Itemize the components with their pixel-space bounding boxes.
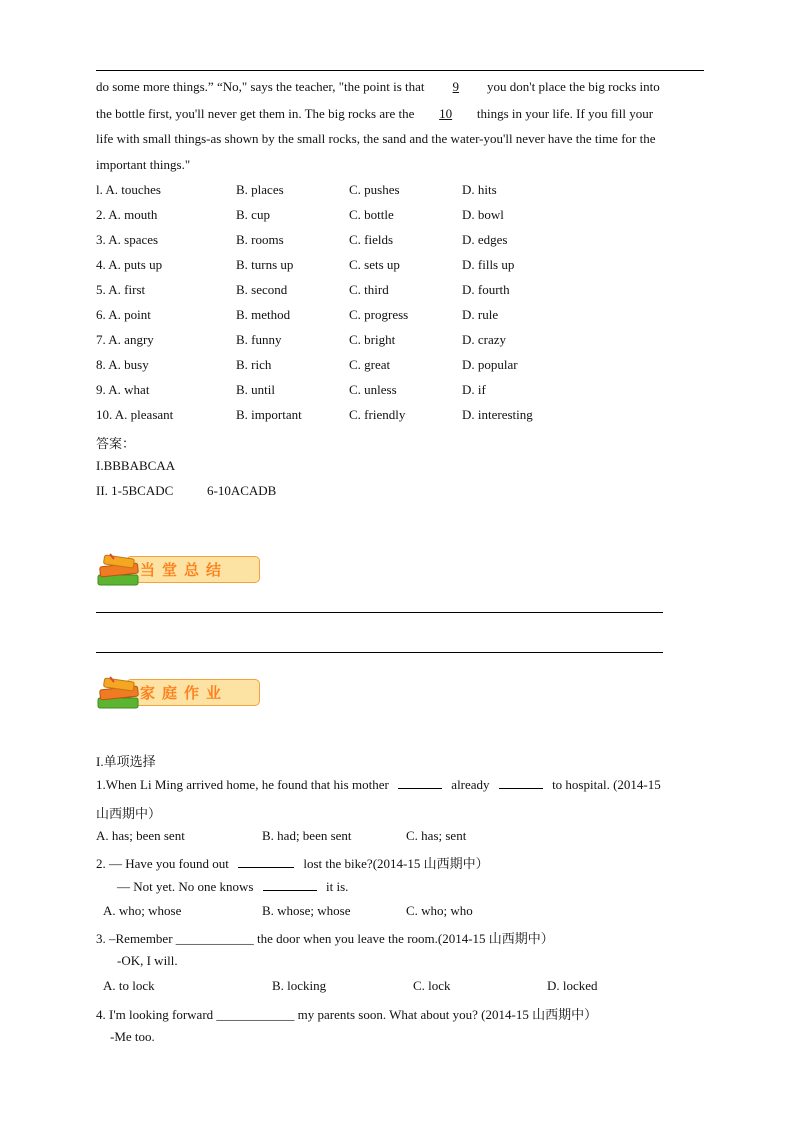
q3-option-a[interactable]: A. to lock — [103, 978, 155, 993]
passage-text: you don't place the big rocks into — [487, 79, 660, 94]
option-row-number: 7. A. angry — [96, 332, 154, 347]
option-b: B. method — [236, 307, 291, 322]
option-row-number: 9. A. what — [96, 382, 150, 397]
books-icon — [96, 553, 146, 589]
option-d: D. rule — [462, 307, 499, 322]
option-b: B. funny — [236, 332, 282, 347]
q3-option-d[interactable]: D. locked — [547, 978, 598, 993]
q2-option-b[interactable]: B. whose; whose — [262, 903, 351, 918]
question-text: 2. — Have you found out — [96, 856, 229, 871]
summary-write-line[interactable] — [96, 612, 663, 613]
passage-text: the bottle first, you'll never get them in. The big rocks are the — [96, 106, 415, 121]
question-4-line-2: -Me too. — [110, 1029, 155, 1044]
summary-write-line[interactable] — [96, 652, 663, 653]
option-c: C. third — [349, 282, 389, 297]
summary-banner-title: 当堂总结 — [140, 561, 229, 579]
passage-line-4: important things." — [96, 157, 191, 172]
option-c: C. fields — [349, 232, 394, 247]
question-4-line-1: 4. I'm looking forward ____________ my parents soon. What about you? (2014-15 山西期中） — [96, 1007, 598, 1022]
answer-blank[interactable] — [263, 878, 317, 891]
option-c: C. friendly — [349, 407, 406, 422]
option-b: B. rooms — [236, 232, 284, 247]
passage-line-3: life with small things-as shown by the small rocks, the sand and the water-you'll never have the time for the — [96, 131, 656, 146]
blank-10: 10 — [439, 106, 453, 121]
answer-blank[interactable] — [238, 855, 294, 868]
option-d: D. edges — [462, 232, 508, 247]
question-text: already — [451, 777, 490, 792]
question-text: to hospital. (2014-15 — [552, 777, 661, 792]
books-icon — [96, 676, 146, 712]
option-d: D. interesting — [462, 407, 533, 422]
question-text: it is. — [326, 879, 349, 894]
option-d: D. popular — [462, 357, 518, 372]
option-b: B. rich — [236, 357, 272, 372]
q1-option-b[interactable]: B. had; been sent — [262, 828, 352, 843]
option-row-number: 3. A. spaces — [96, 232, 159, 247]
homework-banner — [96, 676, 262, 710]
answer-blank[interactable] — [499, 776, 543, 789]
summary-banner — [96, 553, 262, 587]
option-c: C. pushes — [349, 182, 400, 197]
homework-banner-title: 家庭作业 — [140, 684, 229, 702]
passage-line-2 — [96, 106, 653, 122]
option-row-number: 2. A. mouth — [96, 207, 158, 222]
option-row-number: l. A. touches — [96, 182, 161, 197]
question-text: 1.When Li Ming arrived home, he found that his mother — [96, 777, 389, 792]
option-b: B. turns up — [236, 257, 294, 272]
answer-blank[interactable] — [398, 776, 442, 789]
option-d: D. hits — [462, 182, 497, 197]
answers-part-2a: II. 1-5BCADC — [96, 483, 174, 498]
q1-option-c[interactable]: C. has; sent — [406, 828, 467, 843]
option-d: D. fills up — [462, 257, 515, 272]
option-b: B. important — [236, 407, 302, 422]
q2-option-a[interactable]: A. who; whose — [103, 903, 182, 918]
option-d: D. if — [462, 382, 486, 397]
question-text: lost the bike?(2014-15 山西期中） — [303, 856, 489, 871]
option-row-number: 10. A. pleasant — [96, 407, 174, 422]
option-d: D. bowl — [462, 207, 504, 222]
option-row-number: 6. A. point — [96, 307, 151, 322]
homework-section-title: I.单项选择 — [96, 754, 156, 769]
passage-text: do some more things.” “No," says the teacher, "the point is that — [96, 79, 425, 94]
question-1-line-1 — [96, 776, 661, 793]
option-c: C. progress — [349, 307, 409, 322]
header-rule — [96, 70, 704, 71]
question-2-line-2 — [117, 878, 348, 895]
option-c: C. great — [349, 357, 391, 372]
answers-label: 答案： — [96, 436, 136, 451]
question-1-line-2: 山西期中） — [96, 806, 162, 821]
question-3-line-2: -OK, I will. — [117, 953, 178, 968]
option-row-number: 4. A. puts up — [96, 257, 163, 272]
answers-part-1: I.BBBABCAA — [96, 458, 176, 473]
passage-text: things in your life. If you fill your — [476, 106, 654, 121]
option-c: C. unless — [349, 382, 397, 397]
option-c: C. bottle — [349, 207, 394, 222]
q3-option-b[interactable]: B. locking — [272, 978, 327, 993]
q3-option-c[interactable]: C. lock — [413, 978, 451, 993]
option-b: B. places — [236, 182, 284, 197]
option-b: B. second — [236, 282, 288, 297]
question-2-line-1 — [96, 853, 489, 872]
option-row-number: 8. A. busy — [96, 357, 149, 372]
question-3-line-1: 3. –Remember ____________ the door when you leave the room.(2014-15 山西期中） — [96, 931, 554, 946]
option-b: B. cup — [236, 207, 270, 222]
option-d: D. fourth — [462, 282, 510, 297]
question-text: — Not yet. No one knows — [117, 879, 254, 894]
blank-9: 9 — [452, 79, 460, 94]
option-c: C. sets up — [349, 257, 400, 272]
option-b: B. until — [236, 382, 276, 397]
q1-option-a[interactable]: A. has; been sent — [96, 828, 185, 843]
option-row-number: 5. A. first — [96, 282, 146, 297]
q2-option-c[interactable]: C. who; who — [406, 903, 473, 918]
option-c: C. bright — [349, 332, 396, 347]
answers-part-2b: 6-10ACADB — [207, 483, 277, 498]
option-d: D. crazy — [462, 332, 507, 347]
passage-line-1 — [96, 79, 660, 95]
